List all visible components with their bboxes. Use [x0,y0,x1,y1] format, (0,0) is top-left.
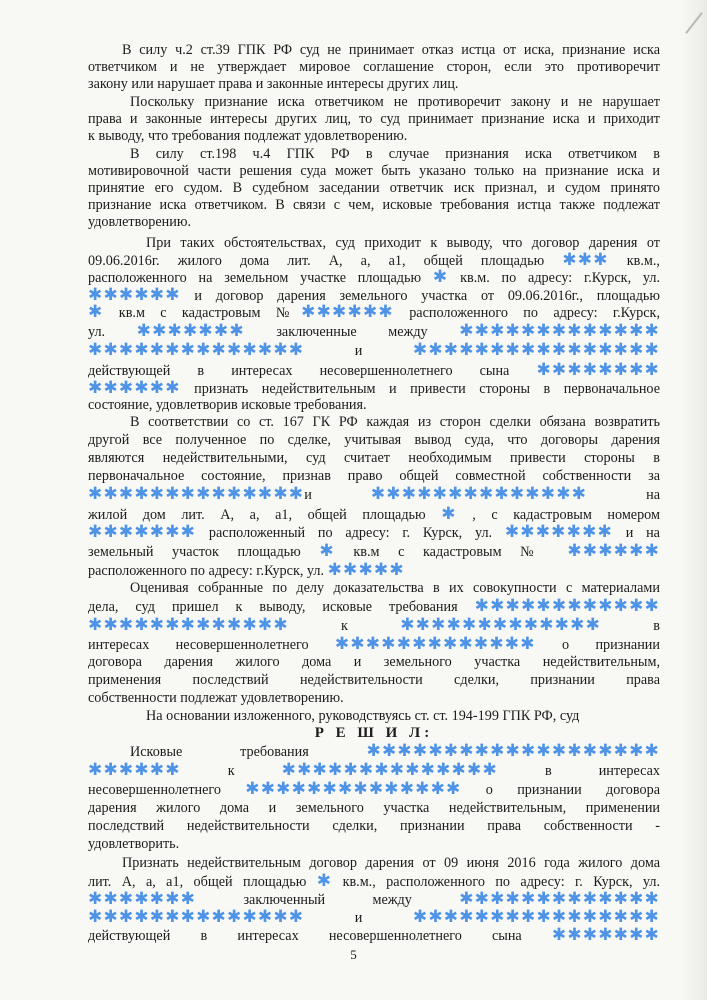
redaction-mask: ✱✱✱✱✱✱ [567,541,661,561]
redaction-mask: ✱✱✱✱✱✱✱✱✱✱✱✱✱ [88,615,289,635]
text-line: последствий недействительности сделки, признании права собственности - [88,818,660,834]
text-line: ✱✱✱✱✱✱✱✱✱✱✱✱✱ к ✱✱✱✱✱✱✱✱✱✱✱✱✱ в [88,615,660,635]
redaction-mask: ✱✱✱✱✱✱ [301,302,394,322]
text-line: действующей в интересах несовершеннолетнего сына ✱✱✱✱✱✱✱✱ [88,360,660,380]
redaction-mask: ✱✱✱✱✱✱✱✱✱✱✱✱✱✱✱✱✱✱✱ [366,741,660,761]
redaction-mask: ✱ [319,541,335,561]
text-line: собственности подлежат удовлетворению. [88,690,344,706]
text-line: ответчиком и не утверждает мировое соглашение сторон, если это противоречит [88,59,660,75]
redaction-mask: ✱✱✱✱✱✱✱✱✱✱✱✱✱✱✱✱ [412,907,660,927]
text-line: дела, суд пришел к выводу, исковые требования ✱✱✱✱✱✱✱✱✱✱✱✱ [88,596,660,616]
text-line: права и законные интересы других лиц, то суд принимает признание иска и приходит [88,111,660,127]
redaction-mask: ✱✱✱✱✱✱✱ [88,889,197,909]
text-line: ✱✱✱✱✱✱ признать недействительным и привести стороны в первоначальное [88,378,660,398]
decision-heading: Р Е Ш И Л: [314,725,434,741]
text-line: ✱✱✱✱✱✱✱ расположенный по адресу: г. Курск, ул. ✱✱✱✱✱✱✱ и на [88,522,660,542]
text-line: состояние, удовлетворив исковые требования. [88,397,367,413]
redaction-mask: ✱ [316,871,333,891]
text-line: ✱✱✱✱✱✱✱ заключенный между ✱✱✱✱✱✱✱✱✱✱✱✱✱ [88,889,660,909]
text-line: расположенного на земельном участке площадью ✱ кв.м. по адресу: г.Курск, ул. [88,267,661,287]
text-line: дарения жилого дома и земельного участка недействительным, применении [88,800,660,816]
redaction-mask: ✱ [432,267,449,287]
text-line: несовершеннолетнего ✱✱✱✱✱✱✱✱✱✱✱✱✱✱ о признании договора [88,779,660,799]
redaction-mask: ✱✱✱✱✱✱ [88,285,181,305]
text-line: В силу ч.2 ст.39 ГПК РФ суд не принимает отказ истца от иска, признание иска [122,42,660,58]
text-line: принятие его судом. В судебном заседании ответчик иск признал, и судом принято [88,180,660,196]
text-line: лит. А, а, а1, общей площадью ✱ кв.м., расположенного по адресу: г. Курск, ул. [88,871,661,891]
redaction-mask: ✱ [88,302,104,322]
text-line: к выводу, что требования подлежат удовлетворению. [88,128,408,144]
text-line: В соответствии со ст. 167 ГК РФ каждая из сторон сделки обязана возвратить [130,414,660,430]
text-line: признание иска ответчиком. В связи с чем, исковые требования истца также подлежат [88,197,660,213]
text-line: ул. ✱✱✱✱✱✱✱ заключенные между ✱✱✱✱✱✱✱✱✱✱✱✱✱ [88,321,660,341]
text-line: действующей в интересах несовершеннолетнего сына ✱✱✱✱✱✱✱ [88,925,660,945]
text-line: закону или нарушает права и законные интересы других лиц. [88,76,459,92]
redaction-mask: ✱✱✱✱✱✱✱✱✱✱✱✱ [474,596,660,616]
redaction-mask: ✱✱✱✱✱ [327,560,405,580]
redaction-mask: ✱ [441,504,457,524]
redaction-mask: ✱✱✱✱✱✱✱✱✱✱✱✱✱✱ [245,779,462,799]
redaction-mask: ✱✱✱✱✱✱✱✱✱✱✱✱✱✱✱✱ [412,340,660,360]
text-line: мотивировочной части решения суда может быть указано только на признание иска и [88,163,660,179]
redaction-mask: ✱✱✱✱✱✱✱✱✱✱✱✱✱ [459,321,660,341]
text-line: ✱✱✱✱✱✱ к ✱✱✱✱✱✱✱✱✱✱✱✱✱✱ в интересах [88,760,660,780]
redaction-mask: ✱✱✱✱✱✱✱✱✱✱✱✱✱ [459,889,660,909]
text-line: На основании изложенного, руководствуясь ст. ст. 194-199 ГПК РФ, суд [146,708,580,724]
redaction-mask: ✱✱✱✱✱✱✱✱ [536,360,660,380]
text-line: являются недействительными, суд считает необходимым привести стороны в [88,450,660,466]
redaction-mask: ✱✱✱✱✱✱✱✱✱✱✱✱✱✱ [88,340,305,360]
text-line: ✱ кв.м с кадастровым №✱✱✱✱✱✱ расположенного по адресу: г.Курск, [88,302,660,322]
text-line: 09.06.2016г. жилого дома лит. А, а, а1, общей площадью ✱✱✱ кв.м., [88,250,660,270]
text-line: договора дарения жилого дома и земельного участка недействительным, [88,654,660,670]
redaction-mask: ✱✱✱✱✱✱✱✱✱✱✱✱✱✱ [88,484,305,504]
text-line: ✱✱✱✱✱✱✱✱✱✱✱✱✱✱и ✱✱✱✱✱✱✱✱✱✱✱✱✱✱ на [88,484,661,504]
redaction-mask: ✱✱✱✱✱✱ [88,760,181,780]
redaction-mask: ✱✱✱ [562,250,609,270]
redaction-mask: ✱✱✱✱✱✱✱ [504,522,613,542]
text-line: Исковые требования ✱✱✱✱✱✱✱✱✱✱✱✱✱✱✱✱✱✱✱ [130,741,660,761]
text-line: Признать недействительным договор дарения от 09 июня 2016 года жилого дома [122,855,660,871]
redaction-mask: ✱✱✱✱✱✱✱✱✱✱✱✱✱ [334,634,536,654]
text-line: другой все полученное по сделке, учитывая вывод суда, что договоры дарения [88,432,660,448]
text-line: При таких обстоятельствах, суд приходит к выводу, что договор дарения от [146,235,660,251]
text-line: расположенного по адресу: г.Курск, ул. ✱✱✱✱✱ [88,560,405,580]
text-line: Оценивая собранные по делу доказательства в их совокупности с материалами [130,580,660,596]
redaction-mask: ✱✱✱✱✱✱✱✱✱✱✱✱✱ [400,615,602,635]
text-line: ✱✱✱✱✱✱ и договор дарения земельного участка от 09.06.2016г., площадью [88,285,660,305]
redaction-mask: ✱✱✱✱✱✱✱ [88,522,197,542]
text-line: удовлетворить. [88,836,180,852]
text-line: первоначальное состояние, признав право общей совместной собственности за [88,468,660,484]
text-line: жилой дом лит. А, а, а1, общей площадью ✱ , с кадастровым номером [88,504,660,524]
text-line: ✱✱✱✱✱✱✱✱✱✱✱✱✱✱ и ✱✱✱✱✱✱✱✱✱✱✱✱✱✱✱✱ [88,340,660,360]
scan-edge-shadow [681,0,707,1000]
page-number: 5 [350,947,357,962]
text-line: В силу ст.198 ч.4 ГПК РФ в случае признания иска ответчиком в [130,146,660,162]
text-line: удовлетворению. [88,214,192,230]
redaction-mask: ✱✱✱✱✱✱✱✱✱✱✱✱✱✱ [88,907,305,927]
text-line: интересах несовершеннолетнего ✱✱✱✱✱✱✱✱✱✱✱✱✱ о признании [88,634,660,654]
redaction-mask: ✱✱✱✱✱✱✱ [551,925,660,945]
redaction-mask: ✱✱✱✱✱✱✱✱✱✱✱✱✱✱ [370,484,588,504]
redaction-mask: ✱✱✱✱✱✱ [88,378,181,398]
text-line: земельный участок площадью ✱ кв.м с кадастровым № ✱✱✱✱✱✱ [88,541,661,561]
redaction-mask: ✱✱✱✱✱✱✱ [136,321,245,341]
text-line: ✱✱✱✱✱✱✱✱✱✱✱✱✱✱ и ✱✱✱✱✱✱✱✱✱✱✱✱✱✱✱✱ [88,907,660,927]
text-line: Поскольку признание иска ответчиком не противоречит закону и не нарушает [130,94,660,110]
text-line: применения последствий недействительности сделки, признании права [88,672,660,688]
redaction-mask: ✱✱✱✱✱✱✱✱✱✱✱✱✱✱ [281,760,498,780]
